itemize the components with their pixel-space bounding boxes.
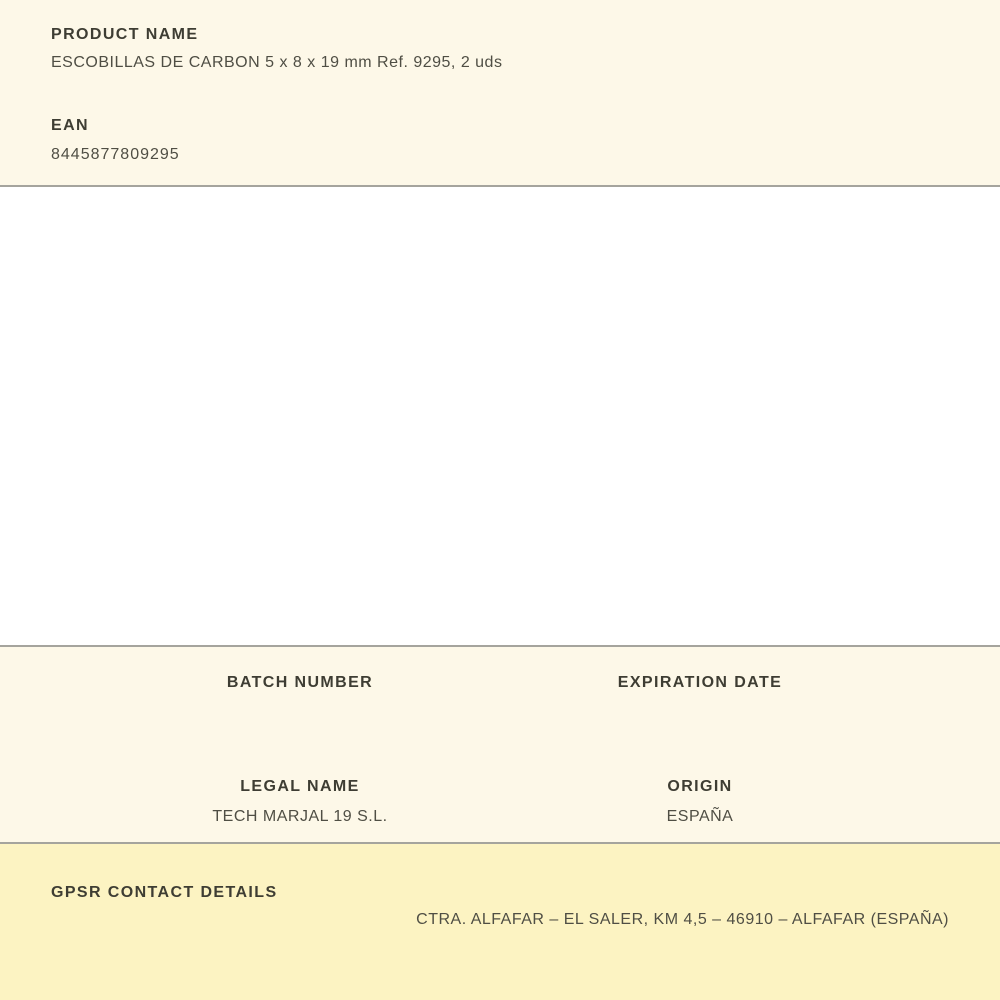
product-name-label: PRODUCT NAME bbox=[51, 26, 199, 43]
expiration-date-field bbox=[500, 675, 900, 705]
ean-value: 8445877809295 bbox=[51, 146, 180, 163]
legal-name-value: TECH MARJAL 19 S.L. bbox=[212, 808, 388, 825]
origin-value: ESPAÑA bbox=[666, 808, 734, 825]
product-header-section bbox=[0, 0, 1000, 187]
expiration-date-label: EXPIRATION DATE bbox=[617, 674, 783, 691]
origin-field bbox=[500, 779, 900, 825]
details-row-batch-expiration bbox=[100, 675, 900, 705]
batch-number-field bbox=[100, 675, 500, 705]
gpsr-contact-label: GPSR CONTACT DETAILS bbox=[51, 884, 278, 901]
gpsr-contact-address: CTRA. ALFAFAR – EL SALER, KM 4,5 – 46910 – ALFAFAR (ESPAÑA) bbox=[416, 911, 949, 928]
batch-number-label: BATCH NUMBER bbox=[226, 674, 374, 691]
product-name-value: ESCOBILLAS DE CARBON 5 x 8 x 19 mm Ref. 9295, 2 uds bbox=[51, 54, 503, 71]
legal-name-label: LEGAL NAME bbox=[240, 778, 360, 795]
legal-name-field bbox=[100, 779, 500, 825]
gpsr-contact-section bbox=[0, 844, 1000, 1000]
details-row-legal-origin bbox=[100, 779, 900, 825]
product-details-section bbox=[0, 645, 1000, 844]
origin-label: ORIGIN bbox=[667, 778, 733, 795]
ean-label: EAN bbox=[51, 117, 89, 134]
product-image-area bbox=[0, 187, 1000, 645]
